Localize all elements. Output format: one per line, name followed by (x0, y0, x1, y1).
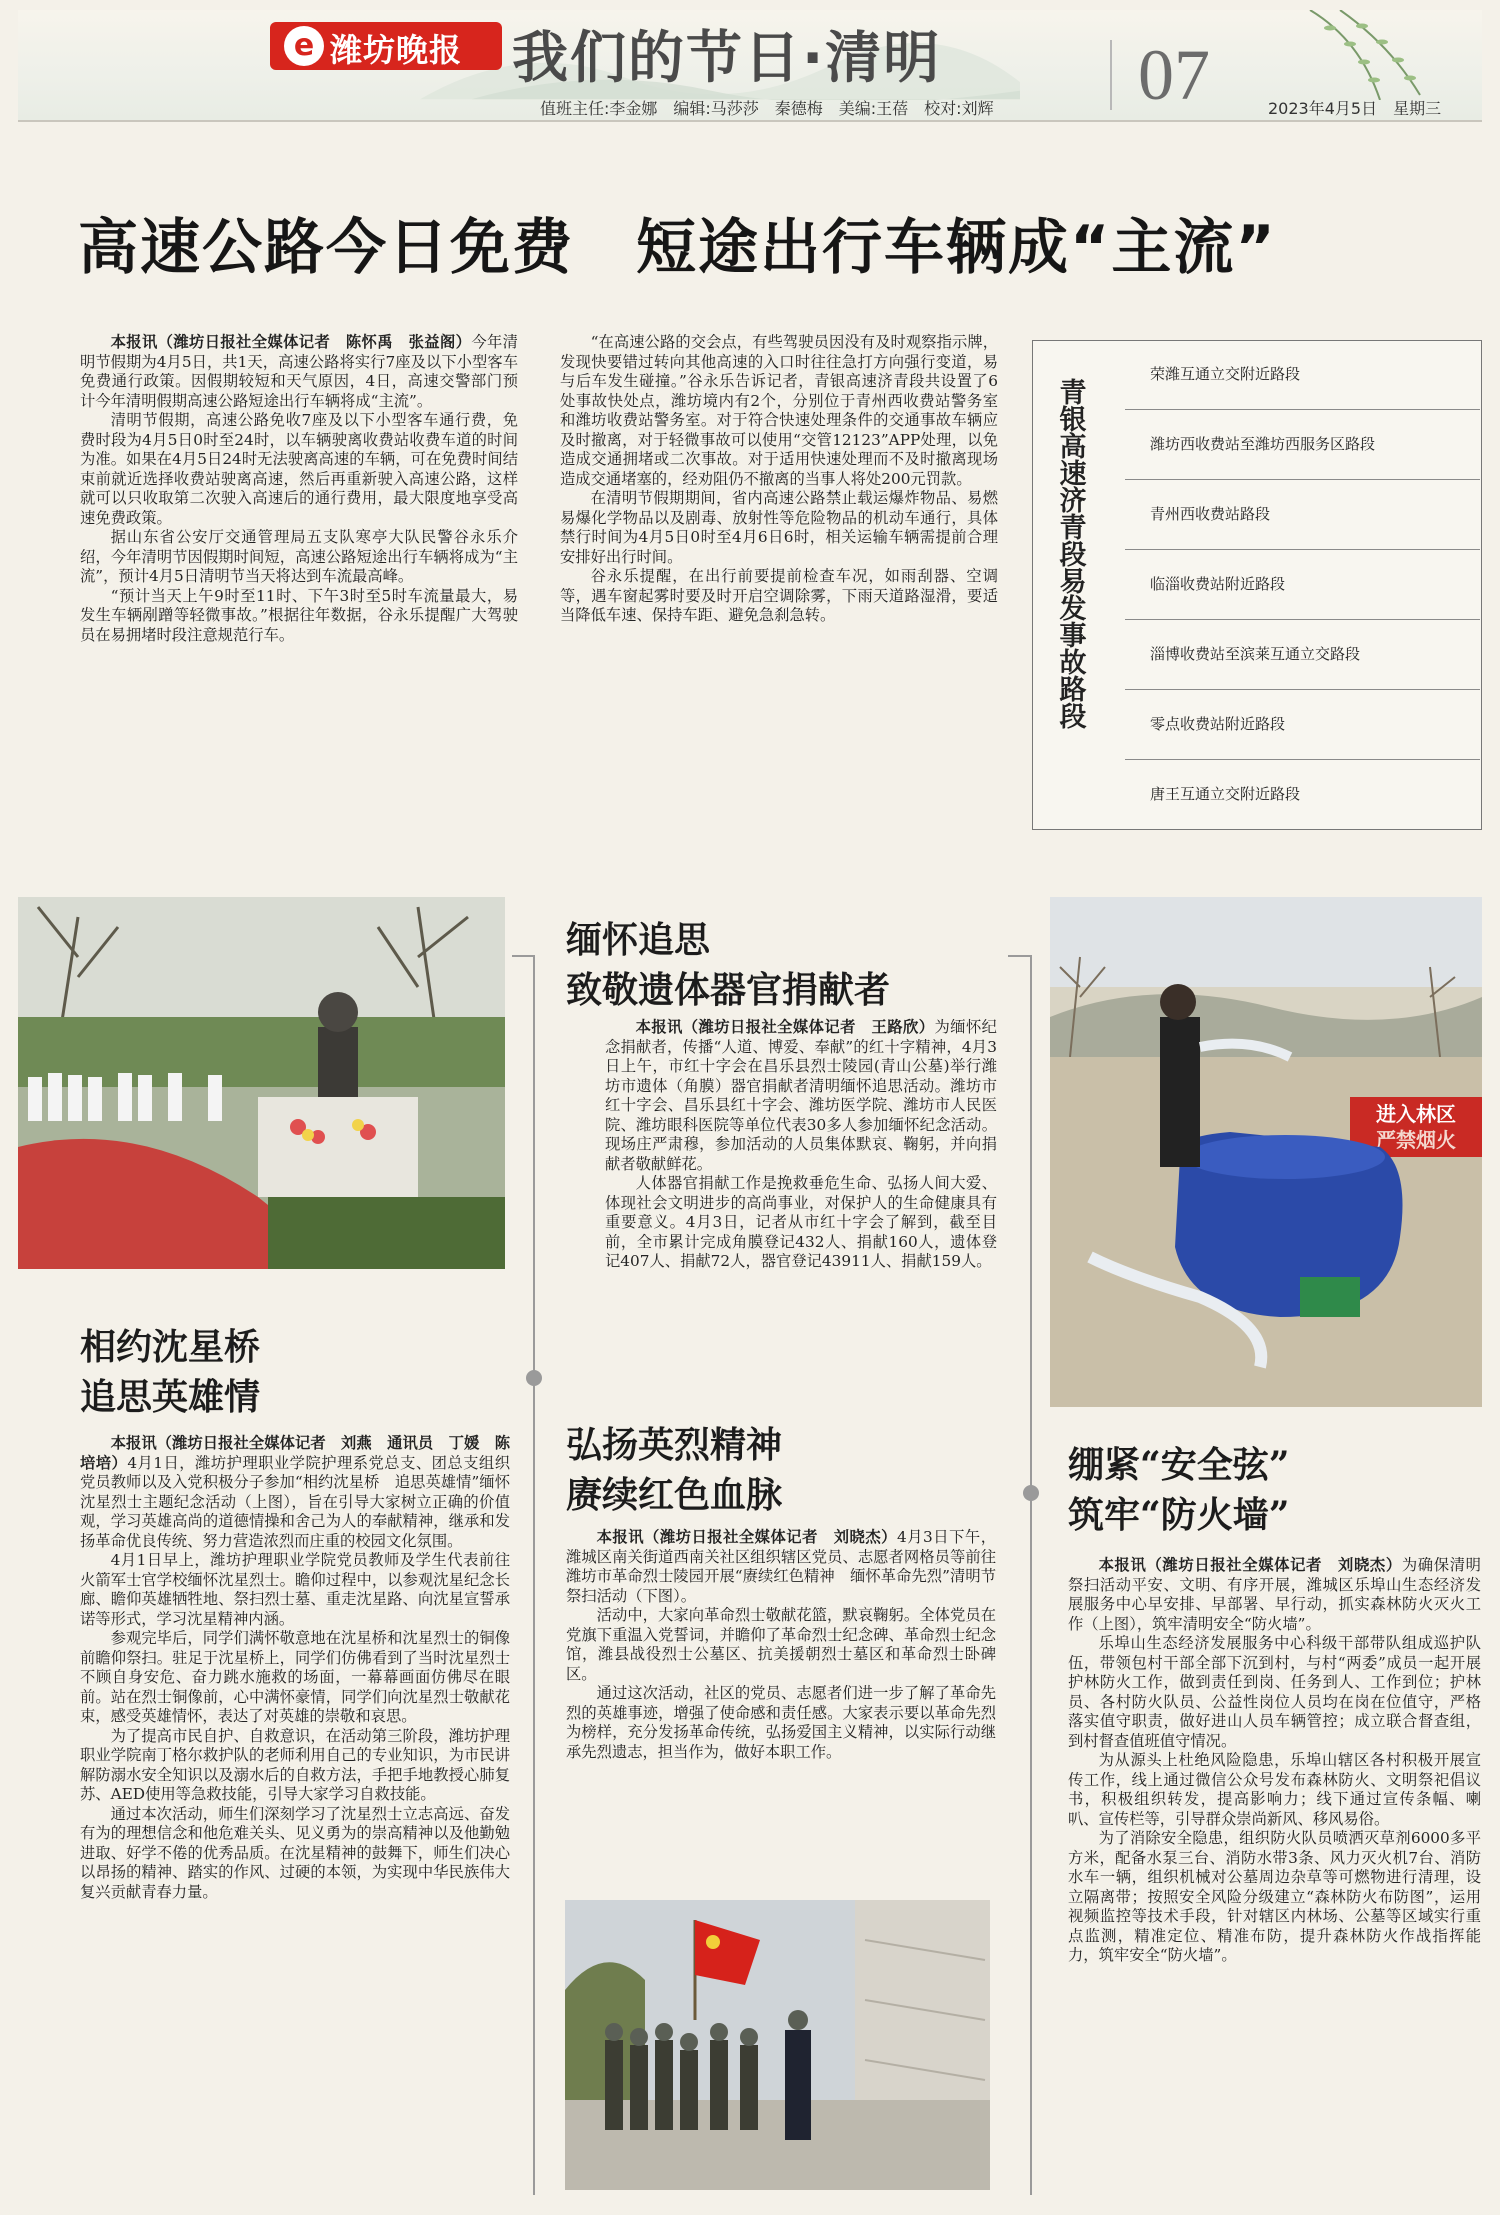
paragraph: 通过本次活动，师生们深刻学习了沈星烈士立志高远、奋发有为的理想信念和他危难关头、见义勇为的崇高精神以及他勤勉进取、好学不倦的优秀品质。在沈星精神的鼓舞下，师生们决心以昂扬的精神、踏实的作风、过硬的本领，为实现中华民族伟大复兴贡献青春力量。 (80, 1804, 510, 1901)
divider-tick (512, 955, 534, 957)
byline: 本报讯（潍坊日报社全媒体记者 刘晓杰） (1098, 1556, 1402, 1574)
list-item: 唐王互通立交附近路段 (1150, 785, 1301, 803)
article-fire-title (1068, 1440, 1289, 1540)
title-line: 致敬遗体器官捐献者 (566, 969, 891, 1011)
byline: 本报讯（潍坊日报社全媒体记者 陈怀禹 张益阁） (110, 333, 472, 351)
article-martyr-title (566, 1420, 782, 1520)
staff-credits: 值班主任:李金娜 编辑:马莎莎 秦德梅 美编:王蓓 校对:刘辉 (540, 99, 994, 118)
paragraph: 通过这次活动，社区的党员、志愿者们进一步了解了革命先烈的英雄事迹，增强了使命感和责任感。大家表示要以革命先烈为榜样，充分发扬革命传统，弘扬爱国主义精神，以实际行动继承先烈遗志，担当作为，做好本职工作。 (566, 1684, 996, 1761)
list-item: 临淄收费站附近路段 (1125, 550, 1480, 620)
byline: 本报讯（潍坊日报社全媒体记者 王路欣） (635, 1018, 935, 1036)
article-bridge-title (80, 1322, 260, 1422)
paragraph: 为了消除安全隐患，组织防火队员喷洒灭草剂6000多平方米，配备水泵三台、消防水带3条、风力灭火机7台、消防水车一辆，组织机械对公墓周边杂草等可燃物进行清理，设立隔离带；按照安全风险分级建立“森林防火布防图”，运用视频监控等技术手段，针对辖区内林场、公墓等区域实行重点监测，精准定位、精准布防，提升森林防火作战指挥能力，筑牢安全“防火墙”。 (1068, 1829, 1481, 1964)
paragraph: 为了提高市民自护、自救意识，在活动第三阶段，潍坊护理职业学院南丁格尔救护队的老师利用自己的专业知识，为市民讲解防溺水安全知识以及溺水后的自救方法，手把手地教授心肺复苏、AED使用等急救技能，引导大家学习自救技能。 (80, 1726, 510, 1803)
fire-sign-line2: 严禁烟火 (1376, 1128, 1456, 1152)
title-line: 赓续红色血脉 (566, 1474, 783, 1516)
masthead-divider (1110, 40, 1112, 110)
title-line: 追思英雄情 (80, 1376, 261, 1418)
lead-article-column-2 (560, 333, 998, 626)
willow-branch-decoration (1300, 10, 1460, 100)
photo-martyr-cemetery (565, 1900, 990, 2190)
paragraph: 谷永乐提醒，在出行前要提前检查车况，如雨刮器、空调等，遇车窗起雾时要及时开启空调除雾，下雨天道路湿滑，要适当降低车速、保持车距、避免急刹急转。 (560, 567, 998, 624)
column-divider-left (533, 955, 535, 2195)
paragraph: 据山东省公安厅交通管理局五支队寒亭大队民警谷永乐介绍，今年清明节因假期时间短，高速公路短途出行车辆将成为“主流”，预计4月5日清明节当天将达到车流最高峰。 (80, 528, 518, 585)
list-item: 零点收费站附近路段 (1125, 690, 1480, 760)
list-item: 青州西收费站路段 (1125, 480, 1480, 550)
title-line: 筑牢“防火墙” (1068, 1494, 1290, 1536)
photo-fire-prevention (1050, 897, 1482, 1407)
sidebar-title: 青银高速济青段易发事故路段 (1059, 378, 1087, 733)
paragraph: “在高速公路的交会点，有些驾驶员因没有及时观察指示牌，发现快要错过转向其他高速的入口时往往急打方向强行变道，易与后车发生碰撞。”谷永乐告诉记者，青银高速济青段共设置了6处事故快处点，潍坊境内有2个，分别位于青州西收费站警务室和潍坊收费站警务室。对于符合快速处理条件的交通事故车辆应及时撤离，对于轻微事故可以使用“交管12123”APP处理，以免造成交通拥堵或二次事故。对于适用快速处理而不及时撤离现场造成交通堵塞的，经劝阻仍不撤离的当事人将处200元罚款。 (560, 333, 998, 488)
divider-dot (1023, 1485, 1039, 1501)
lead-article-column-1 (80, 333, 518, 645)
article-fire-body (1068, 1556, 1481, 1966)
paragraph: 本报讯（潍坊日报社全媒体记者 王路欣）为缅怀纪念捐献者，传播“人道、博爱、奉献”的红十字精神，4月3日上午，市红十字会在昌乐县烈士陵园(青山公墓)举行潍坊市遗体（角膜）器官捐献者清明缅怀追思活动。潍坊市红十字会、昌乐县红十字会、潍坊医学院、潍坊市人民医院、潍坊眼科医院等单位代表30多人参加缅怀纪念活动。现场庄严肃穆，参加活动的人员集体默哀、鞠躬，并向捐献者敬献鲜花。 (605, 1018, 997, 1173)
title-line: 缅怀追思 (566, 919, 711, 961)
list-item: 淄博收费站至滨莱互通立交路段 (1125, 620, 1480, 690)
article-donor-title (566, 915, 890, 1015)
paragraph: 清明节假期，高速公路免收7座及以下小型客车通行费，免费时段为4月5日0时至24时，以车辆驶离收费站收费车道的时间为准。如果在4月5日24时无法驶离高速的车辆，可在免费时间结束前就近选择收费站驶离高速，然后再重新驶入高速公路，这样就可以只收取第二次驶入高速后的通行费用，最大限度地享受高速免费政策。 (80, 411, 518, 527)
title-line: 弘扬英烈精神 (566, 1424, 783, 1466)
fire-sign-line1: 进入林区 (1376, 1102, 1456, 1126)
divider-dot (526, 1370, 542, 1386)
issue-date: 2023年4月5日 星期三 (1268, 99, 1442, 118)
article-martyr-body (566, 1528, 996, 1762)
paper-logo-e-icon: e (284, 26, 324, 66)
paragraph: 4月1日早上，潍坊护理职业学院党员教师及学生代表前往火箭军士官学校缅怀沈星烈士。瞻仰过程中，以参观沈星纪念长廊、瞻仰英雄牺牲地、祭扫烈士墓、重走沈星路、向沈星宣誓承诺等形式，学习沈星精神内涵。 (80, 1551, 510, 1628)
photo-memorial-ceremony (18, 897, 505, 1269)
paragraph: 本报讯（潍坊日报社全媒体记者 刘晓杰）为确保清明祭扫活动平安、文明、有序开展，潍城区乐埠山生态经济发展服务中心早安排、早部署、早行动，抓实森林防火灭火工作（上图），筑牢清明安全“防火墙”。 (1068, 1556, 1481, 1633)
article-bridge-body (80, 1434, 510, 1902)
page-number: 07 (1138, 35, 1210, 115)
paragraph: 乐埠山生态经济发展服务中心科级干部带队组成巡护队伍，带领包村干部全部下沉到村，与村“两委”成员一起开展护林防火工作，做到责任到岗、任务到人、工作到位；护林员、各村防火队员、公益性岗位人员均在岗在位值守，严格落实值守职责，做好进山人员车辆管控；成立联合督查组，到村督查值班值守情况。 (1068, 1634, 1481, 1750)
byline: 本报讯（潍坊日报社全媒体记者 刘燕 通讯员 丁媛 陈培培） (80, 1434, 510, 1472)
article-donor-body (605, 1018, 997, 1272)
paragraph: 为从源头上杜绝风险隐患，乐埠山辖区各村积极开展宣传工作，线上通过微信公众号发布森林防火、文明祭祀倡议书，积极组织转发，提高影响力；线下通过宣传条幅、喇叭、宣传栏等，引导群众崇尚新风、移风易俗。 (1068, 1751, 1481, 1828)
byline: 本报讯（潍坊日报社全媒体记者 刘晓杰） (596, 1528, 897, 1546)
list-item: 荣潍互通立交附近路段 (1125, 340, 1480, 410)
list-item: 潍坊西收费站至潍坊西服务区路段 (1125, 410, 1480, 480)
paper-name: 潍坊晚报 (330, 31, 463, 69)
sidebar-list (1125, 340, 1480, 829)
main-headline: 高速公路今日免费 短途出行车辆成“主流” (78, 213, 1277, 283)
paragraph: 本报讯（潍坊日报社全媒体记者 刘晓杰）4月3日下午，潍城区南关街道西南关社区组织辖区党员、志愿者网格员等前往潍坊市革命烈士陵园开展“赓续红色精神 缅怀革命先烈”清明节祭扫活动（下图）。 (566, 1528, 996, 1605)
title-line: 绷紧“安全弦” (1068, 1444, 1290, 1486)
festival-title: 我们的节日·清明 (512, 26, 942, 91)
column-divider-right (1030, 955, 1032, 2195)
paragraph: 在清明节假期期间，省内高速公路禁止载运爆炸物品、易燃易爆化学物品以及剧毒、放射性等危险物品的机动车通行，具体禁行时间为4月5日0时至4月6日6时，相关运输车辆需提前合理安排好出行时间。 (560, 489, 998, 566)
paragraph: 活动中，大家向革命烈士敬献花篮，默哀鞠躬。全体党员在党旗下重温入党誓词，并瞻仰了革命烈士纪念碑、革命烈士纪念馆，潍县战役烈士公墓区、抗美援朝烈士墓区和革命烈士卧碑区。 (566, 1606, 996, 1683)
divider-tick (1008, 955, 1030, 957)
paragraph: 本报讯（潍坊日报社全媒体记者 刘燕 通讯员 丁媛 陈培培）4月1日，潍坊护理职业学院护理系党总支、团总支组织党员教师以及入党积极分子参加“相约沈星桥 追思英雄情”缅怀沈星烈士主题纪念活动（上图），旨在引导大家树立正确的价值观，学习英雄高尚的道德情操和舍己为人的奉献精神，继承和发扬革命优良传统、努力营造浓烈而庄重的校园文化氛围。 (80, 1434, 510, 1550)
title-line: 相约沈星桥 (80, 1326, 261, 1368)
paragraph: “预计当天上午9时至11时、下午3时至5时车流量最大，易发生车辆剐蹭等轻微事故。”根据往年数据，谷永乐提醒广大驾驶员在易拥堵时段注意规范行车。 (80, 586, 518, 644)
paragraph: 人体器官捐献工作是挽救垂危生命、弘扬人间大爱、体现社会文明进步的高尚事业，对保护人的生命健康具有重要意义。4月3日，记者从市红十字会了解到，截至目前，全市累计完成角膜登记432人、捐献160人，遗体登记407人、捐献72人，器官登记43911人、捐献159人。 (605, 1174, 997, 1270)
paragraph: 本报讯（潍坊日报社全媒体记者 陈怀禹 张益阁）今年清明节假期为4月5日，共1天，高速公路将实行7座及以下小型客车免费通行政策。因假期较短和天气原因，4日，高速交警部门预计今年清明假期高速公路短途出行车辆将成“主流”。 (80, 333, 518, 410)
paragraph: 参观完毕后，同学们满怀敬意地在沈星桥和沈星烈士的铜像前瞻仰祭扫。驻足于沈星桥上，同学们仿佛看到了当时沈星烈士不顾自身安危、奋力跳水施救的场面，一幕幕画面仿佛尽在眼前。站在烈士铜像前，心中满怀豪情，同学们向沈星烈士敬献花束，感受英雄情怀，表达了对英雄的崇敬和哀思。 (80, 1629, 510, 1725)
